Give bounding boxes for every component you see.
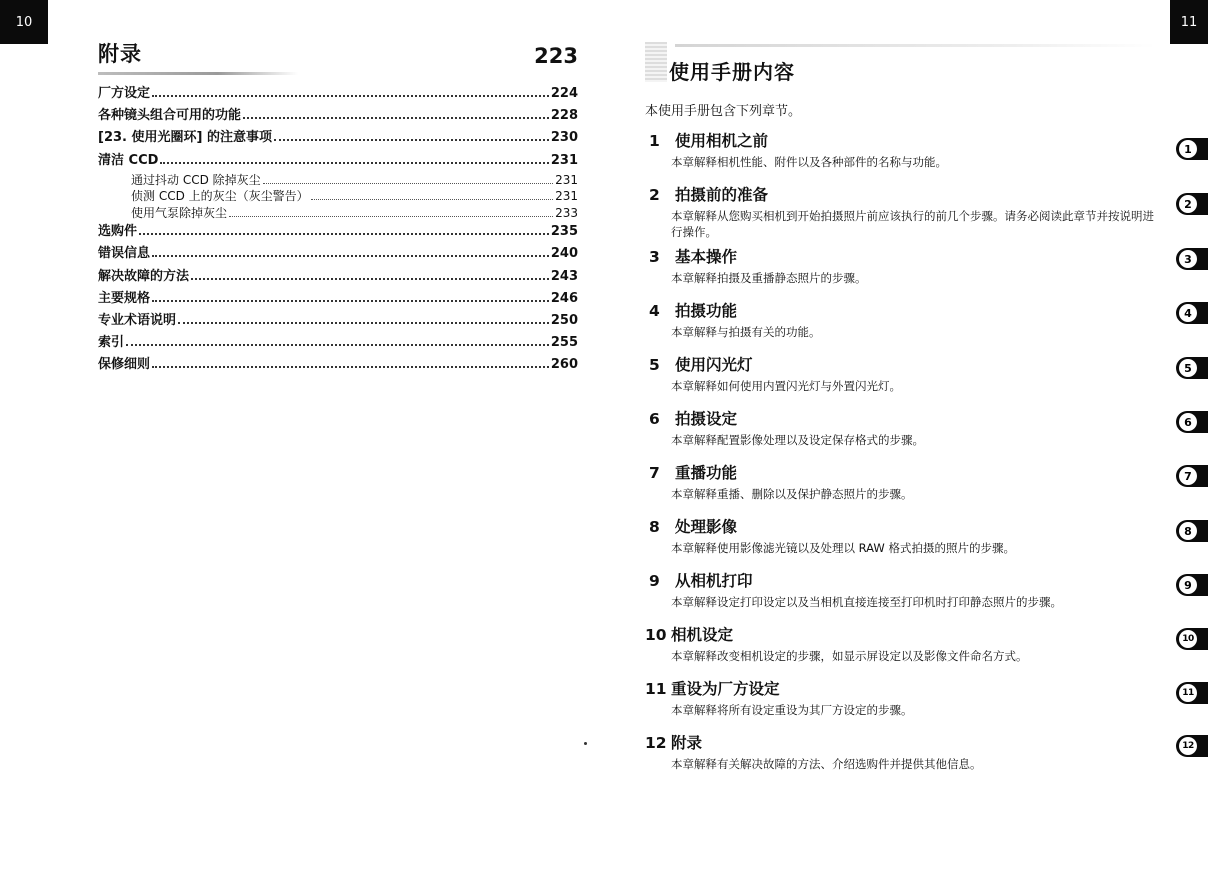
chapter-title: 相机设定 <box>671 626 734 644</box>
chapter-title: 处理影像 <box>675 518 738 536</box>
toc-entry-label: 通过抖动 CCD 除掉灰尘 <box>131 172 261 187</box>
chapter-tab-1[interactable] <box>1176 138 1208 160</box>
page-number-left: 10 <box>0 0 48 44</box>
header-rule <box>98 72 298 75</box>
toc-entry-page: 231 <box>550 152 578 168</box>
chapter-tab-6[interactable] <box>1176 411 1208 433</box>
chapter-title: 拍摄功能 <box>675 302 738 320</box>
chapter-item <box>645 352 1165 402</box>
toc-entry <box>98 288 578 310</box>
chapter-description: 本章解释相机性能、附件以及各种部件的名称与功能。 <box>671 155 947 169</box>
toc-entry <box>98 332 578 354</box>
chapter-heading <box>645 460 1165 486</box>
chapter-description: 本章解释设定打印设定以及当相机直接连接至打印机时打印静态照片的步骤。 <box>671 595 1062 609</box>
chapter-tab-3[interactable] <box>1176 248 1208 270</box>
chapter-title: 使用相机之前 <box>675 132 769 150</box>
chapter-tab-number: 7 <box>1179 467 1197 485</box>
appendix-toc-list <box>98 83 578 377</box>
chapter-heading <box>645 406 1165 432</box>
toc-leader-dots <box>152 300 549 302</box>
page-number-right: 11 <box>1170 0 1208 44</box>
chapter-tab-number: 3 <box>1179 250 1197 268</box>
toc-entry-label: 解决故障的方法 <box>98 268 190 284</box>
chapter-number: 5 <box>649 356 660 374</box>
toc-entry-label: 错误信息 <box>98 246 151 262</box>
toc-leader-dots <box>139 233 549 235</box>
toc-leader-dots <box>311 199 553 200</box>
chapter-number: 11 <box>645 680 667 698</box>
toc-entry-page: 243 <box>550 268 578 284</box>
chapter-heading <box>645 244 1165 270</box>
chapter-number: 6 <box>649 410 660 428</box>
contents-intro: 本使用手册包含下列章节。 <box>645 104 802 119</box>
header-bar-decoration <box>645 42 667 82</box>
toc-entry-page: 230 <box>550 130 578 146</box>
chapter-number: 4 <box>649 302 660 320</box>
appendix-title: 附录 <box>98 42 142 66</box>
chapter-item <box>645 182 1165 240</box>
toc-leader-dots <box>126 344 549 346</box>
contents-header <box>645 40 1165 90</box>
chapter-heading <box>645 298 1165 324</box>
chapter-title: 拍摄前的准备 <box>675 186 769 204</box>
chapter-item <box>645 128 1165 178</box>
toc-leader-dots <box>243 117 549 119</box>
chapter-heading <box>645 622 1165 648</box>
toc-leader-dots <box>229 216 553 217</box>
toc-entry-label: 清洁 CCD <box>98 152 159 168</box>
chapter-number: 10 <box>645 626 667 644</box>
toc-entry <box>98 127 578 149</box>
toc-entry-page: 224 <box>550 86 578 101</box>
chapter-description: 本章解释重播、删除以及保护静态照片的步骤。 <box>671 487 913 501</box>
chapter-item <box>645 406 1165 456</box>
toc-subentry <box>98 205 578 222</box>
chapter-tab-10[interactable] <box>1176 628 1208 650</box>
chapter-tab-number: 6 <box>1179 413 1197 431</box>
chapter-tab-number: 10 <box>1179 630 1197 648</box>
toc-entry-page: 260 <box>550 357 578 373</box>
toc-entry-label: 主要规格 <box>98 290 151 306</box>
toc-entry <box>98 354 578 376</box>
chapter-number: 7 <box>649 464 660 482</box>
toc-entry-page: 235 <box>550 224 578 240</box>
chapter-description: 本章解释将所有设定重设为其厂方设定的步骤。 <box>671 703 913 717</box>
chapter-tab-number: 5 <box>1179 359 1197 377</box>
chapter-title: 附录 <box>671 734 703 752</box>
toc-entry-page: 228 <box>550 108 578 124</box>
toc-entry <box>98 105 578 127</box>
toc-entry-page: 231 <box>555 172 578 187</box>
contents-page <box>645 40 1165 784</box>
contents-title: 使用手册内容 <box>669 60 795 84</box>
chapter-tab-2[interactable] <box>1176 193 1208 215</box>
toc-leader-dots <box>263 183 553 184</box>
chapter-tab-number: 9 <box>1179 576 1197 594</box>
toc-leader-dots <box>152 255 549 257</box>
chapter-tab-number: 2 <box>1179 195 1197 213</box>
toc-entry-page: 250 <box>550 313 578 328</box>
header-line-decoration <box>675 44 1155 47</box>
toc-leader-dots <box>178 322 549 324</box>
chapter-tab-12[interactable] <box>1176 735 1208 757</box>
chapter-tab-8[interactable] <box>1176 520 1208 542</box>
chapter-number: 12 <box>645 734 667 752</box>
chapter-title: 从相机打印 <box>675 572 753 590</box>
chapter-title: 拍摄设定 <box>675 410 738 428</box>
chapter-tab-number: 8 <box>1179 522 1197 540</box>
chapter-item <box>645 730 1165 780</box>
toc-entry <box>98 221 578 243</box>
chapter-title: 重设为厂方设定 <box>671 680 780 698</box>
toc-entry-page: 233 <box>555 205 578 220</box>
toc-entry <box>98 266 578 288</box>
toc-entry <box>98 243 578 265</box>
toc-entry-page: 255 <box>550 335 578 351</box>
appendix-header <box>98 36 578 68</box>
toc-entry-page: 231 <box>555 189 578 204</box>
chapter-description: 本章解释有关解决故障的方法、介绍选购件并提供其他信息。 <box>671 757 982 771</box>
chapter-heading <box>645 730 1165 756</box>
toc-leader-dots <box>152 366 549 368</box>
chapter-heading <box>645 514 1165 540</box>
chapter-number: 3 <box>649 248 660 266</box>
chapter-item <box>645 568 1165 618</box>
chapter-tab-9[interactable] <box>1176 574 1208 596</box>
chapter-description: 本章解释拍摄及重播静态照片的步骤。 <box>671 271 867 285</box>
chapter-item <box>645 460 1165 510</box>
toc-entry-label: 专业术语说明 <box>98 313 177 328</box>
toc-entry-label: 保修细则 <box>98 357 151 373</box>
toc-entry-label: 各种镜头组合可用的功能 <box>98 108 242 124</box>
toc-entry-label: 使用气泵除掉灰尘 <box>131 205 228 220</box>
chapter-item <box>645 622 1165 672</box>
toc-leader-dots <box>160 162 548 164</box>
chapter-heading <box>645 568 1165 594</box>
chapter-tab-11[interactable] <box>1176 682 1208 704</box>
chapter-tab-number: 4 <box>1179 304 1197 322</box>
toc-subentry <box>98 188 578 205</box>
toc-entry-label: 索引 <box>98 335 125 351</box>
chapter-description: 本章解释从您购买相机到开始拍摄照片前应该执行的前几个步骤。请务必阅读此章节并按说明进行操作。 <box>671 209 1154 239</box>
chapter-heading <box>645 676 1165 702</box>
toc-entry-page: 246 <box>550 290 578 306</box>
toc-entry <box>98 310 578 332</box>
chapter-description: 本章解释改变相机设定的步骤，如显示屏设定以及影像文件命名方式。 <box>671 649 1028 663</box>
chapter-tab-number: 1 <box>1179 140 1197 158</box>
chapter-item <box>645 244 1165 294</box>
chapter-title: 重播功能 <box>675 464 738 482</box>
chapter-heading <box>645 182 1165 208</box>
chapter-description: 本章解释使用影像滤光镜以及处理以 RAW 格式拍摄的照片的步骤。 <box>671 541 1015 555</box>
chapter-list <box>645 128 1165 780</box>
appendix-page-number: 223 <box>534 44 578 68</box>
toc-entry-label: [23. 使用光圈环] 的注意事项 <box>98 130 272 146</box>
chapter-number: 8 <box>649 518 660 536</box>
toc-leader-dots <box>191 278 549 280</box>
chapter-number: 1 <box>649 132 660 150</box>
chapter-tab-7[interactable] <box>1176 465 1208 487</box>
toc-entry-label: 厂方设定 <box>98 86 151 101</box>
appendix-toc-page <box>98 36 578 377</box>
toc-entry-page: 240 <box>550 246 578 262</box>
chapter-description: 本章解释配置影像处理以及设定保存格式的步骤。 <box>671 433 924 447</box>
chapter-number: 2 <box>649 186 660 204</box>
toc-entry-label: 侦测 CCD 上的灰尘（灰尘警告） <box>131 189 309 204</box>
chapter-number: 9 <box>649 572 660 590</box>
toc-leader-dots <box>152 95 549 97</box>
chapter-item <box>645 676 1165 726</box>
toc-entry-label: 选购件 <box>98 224 138 240</box>
chapter-title: 使用闪光灯 <box>675 356 753 374</box>
chapter-heading <box>645 128 1165 154</box>
toc-subentry <box>98 172 578 189</box>
chapter-heading <box>645 352 1165 378</box>
chapter-tab-number: 12 <box>1179 737 1197 755</box>
toc-leader-dots <box>274 139 549 141</box>
toc-entry <box>98 150 578 172</box>
chapter-title: 基本操作 <box>675 248 738 266</box>
chapter-tab-4[interactable] <box>1176 302 1208 324</box>
chapter-tab-number: 11 <box>1179 684 1197 702</box>
chapter-description: 本章解释如何使用内置闪光灯与外置闪光灯。 <box>671 379 901 393</box>
chapter-tab-5[interactable] <box>1176 357 1208 379</box>
stray-dot <box>584 742 587 745</box>
chapter-description: 本章解释与拍摄有关的功能。 <box>671 325 821 339</box>
toc-entry <box>98 83 578 105</box>
chapter-item <box>645 298 1165 348</box>
chapter-item <box>645 514 1165 564</box>
